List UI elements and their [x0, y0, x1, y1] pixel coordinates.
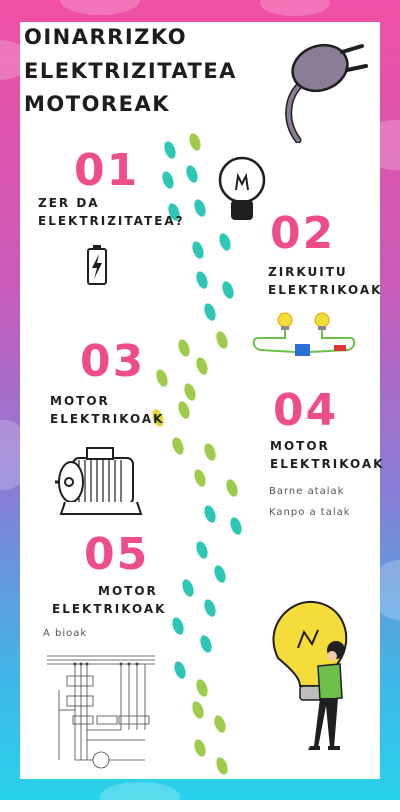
footprint	[202, 598, 218, 618]
footprint	[180, 578, 196, 598]
footprint	[224, 478, 240, 498]
footprint	[217, 232, 233, 252]
footprint	[176, 400, 192, 420]
motor-icon	[55, 440, 145, 518]
plug-icon	[270, 28, 370, 143]
section-number-05: 05	[84, 529, 150, 580]
footprint	[172, 660, 188, 680]
section-04-sub-item-1: Barne atalak	[269, 486, 345, 497]
footprint	[170, 616, 186, 636]
footprint	[202, 504, 218, 524]
footprint	[198, 634, 214, 654]
section-number-01: 01	[74, 145, 140, 196]
footprint	[228, 516, 244, 536]
footprint	[184, 164, 200, 184]
circuit-icon	[250, 308, 360, 360]
section-number-03: 03	[80, 336, 146, 387]
section-05-label-line-2: ELEKTRIKOAK	[52, 602, 167, 616]
footprint	[194, 540, 210, 560]
footprint	[192, 198, 208, 218]
section-number-04: 04	[273, 385, 339, 436]
person-with-bulb-icon	[258, 598, 358, 778]
footprint	[176, 338, 192, 358]
section-04-label-line-2: ELEKTRIKOAK	[270, 457, 385, 471]
footprint	[190, 240, 206, 260]
section-03-label-line-1: MOTOR	[50, 394, 110, 408]
footprint	[170, 436, 186, 456]
section-02-label-line-2: ELEKTRIKOAK	[268, 283, 383, 297]
section-05-label-line-1: MOTOR	[98, 584, 158, 598]
section-04-sub-item-2: Kanpo a talak	[269, 507, 351, 518]
battery-icon	[86, 244, 108, 286]
footprint	[182, 382, 198, 402]
wiring-diagram-icon	[45, 650, 160, 775]
footprint	[214, 330, 230, 350]
footprint	[192, 738, 208, 758]
footprint	[162, 140, 178, 160]
footprint	[194, 270, 210, 290]
section-05-sub-item-1: A bioak	[43, 628, 88, 639]
footprint	[190, 700, 206, 720]
section-03-label-line-2: ELEKTRIKOAK	[50, 412, 165, 426]
section-number-02: 02	[270, 208, 336, 259]
lightbulb-icon	[214, 154, 270, 226]
footprint	[160, 170, 176, 190]
footprint	[154, 368, 170, 388]
footprint	[202, 302, 218, 322]
section-01-label-line-1: ZER DA	[38, 196, 100, 210]
footprint	[202, 442, 218, 462]
section-01-label-line-2: ELEKTRIZITATEA?	[38, 214, 185, 228]
footprint	[220, 280, 236, 300]
footprint	[187, 132, 203, 152]
title-line-3: MOTOREAK	[24, 92, 170, 116]
footprint	[194, 678, 210, 698]
footprint	[194, 356, 210, 376]
footprint	[212, 714, 228, 734]
footprint	[214, 756, 230, 776]
title-line-2: ELEKTRIZITATEA	[24, 59, 237, 83]
title-line-1: OINARRIZKO	[24, 25, 188, 49]
footprint	[212, 564, 228, 584]
section-02-label-line-1: ZIRKUITU	[268, 265, 348, 279]
footprint	[192, 468, 208, 488]
section-04-label-line-1: MOTOR	[270, 439, 330, 453]
background-blob	[100, 782, 180, 812]
